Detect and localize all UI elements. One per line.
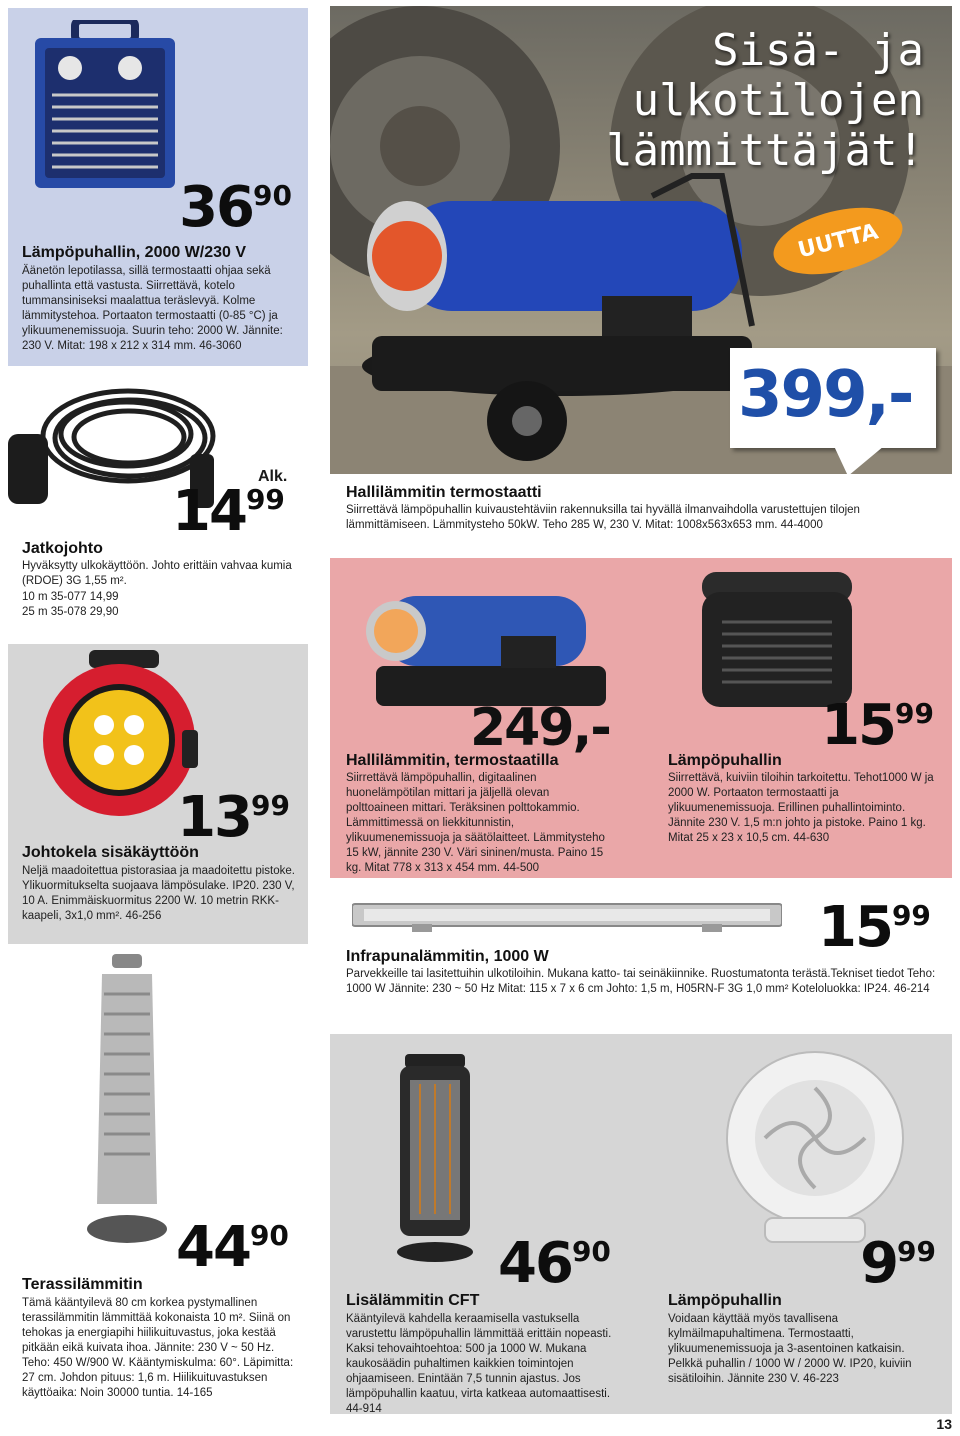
product-panel-cable-reel (8, 644, 308, 944)
patio-heater-image (82, 954, 172, 1254)
price-fan-heater-black: 1599 (821, 693, 934, 758)
hall-heater-15kw-description: Siirrettävä lämpöpuhallin, digitaalinen huonelämpötilan mittari ja jäljellä olevan polttoaineen mittari. Teräksinen polttokammio. Lämmittimessä on liekkitunnistin, ylikuumenemissuoja ja säätölaitteet. Lämmitysteho 15 kW, jännite 230 V. Väri sininen/musta. Paino 15 kg. Mitat 778 x 313 x 454 mm. 44-500 (346, 772, 605, 874)
product-panel-bottom (330, 1034, 952, 1414)
patio-heater-description: Tämä kääntyilevä 80 cm korkea pystymallinen terassilämmitin lämmittää kokonaista 10 m². Siinä on tehokas ja energiapihi hiilikuituvastus, joka kestää pitkään eikä kuivata ihoa. Jännite: 230 V ~ 50 Hz. Teho: 450 W/900 W. Kääntymiskulma: 60°. Läpimitta: 27 cm. Johdon pituus: 1,6 m. Hiilikuituvastuksen käyttöaika: Noin 30000 tuntia. 14-165 (22, 1297, 294, 1399)
kerosene-heater-image (352, 166, 772, 466)
hall-heater-description: Siirrettävä lämpöpuhallin kuivaustehtäviin rakennuksilla tai hyvällä ilmanvaihdolla varustettujen tilojen lämmittämiseen. Lämmitysteho 50kW. Teho 285 W, 230 V. Mitat: 1008x563x653 mm. 44-4000 (346, 504, 860, 531)
price-ceramic-heater-cft: 4690 (498, 1231, 611, 1296)
extension-cord-description: Hyväksytty ulkokäyttöön. Johto erittäin vahvaa kumia (RDOE) 3G 1,55 m². (22, 560, 292, 587)
infrared-heater-description: Parvekkeille tai lasitettuihin ulkotiloihin. Mukana katto- tai seinäkiinnike. Ruostumatonta terästä.Tekniset tiedot Teho: 1000 W Jännite: 230 ~ 50 Hz Mitat: 115 x 7 x 6 cm Johto: 1,5 m, H05RN-F 3G 1,0 mm² Koteloluokka: IP24. 46-214 (346, 968, 936, 995)
product-title: Lämpöpuhallin, 2000 W/230 V (22, 244, 247, 261)
fan-heater-white-description: Voidaan käyttää myös tavallisena kylmäilmapuhaltimena. Termostaatti, ylikuumenemissuoja ja 3-asentoinen katkaisin. Pelkkä puhallin / 1000 W / 2000 W. IP20, kuiviin sisätiloihin. Jännite 230 V. 46-223 (668, 1313, 912, 1385)
cable-reel-title: Johtokela sisäkäyttöön (22, 844, 199, 861)
new-badge-label: UUTTA (795, 219, 881, 263)
price-heater-2000w: 3690 (179, 175, 292, 240)
infrared-heater-image (352, 898, 782, 932)
price-patio-heater: 4490 (176, 1215, 289, 1280)
hero-panel-hall-heater (330, 6, 952, 474)
price-prefix: Alk. (258, 468, 288, 485)
page-headline: Sisä- ja ulkotilojen lämmittäjät! (606, 25, 924, 176)
product-description: Äänetön lepotilassa, sillä termostaatti ohjaa sekä puhallinta että vastusta. Siirrettävä, kotelo tummansiniseksi maalattua teräslevyä. Kolme lämmitystehoa. Portaaton termostaatti (0-85 °C) ja ylikuumenemissuoja. Suurin teho: 2000 W. Jännite: 230 V. Mitat: 198 x 212 x 314 mm. 46-3060 (22, 265, 283, 352)
price-fan-heater-white: 999 (860, 1231, 936, 1296)
fan-heater-image (30, 20, 180, 195)
fan-heater-white-title: Lämpöpuhallin (668, 1292, 782, 1309)
fan-heater-black-description: Siirrettävä, kuiviin tiloihin tarkoitettu. Tehot1000 W ja 2000 W. Portaaton termostaatti ja ylikuumenemissuoja. Erillinen puhallintoiminto. Jännite 230 V. 1,5 m:n johto ja pistoke. Paino 1 kg. Mitat 25 x 23 x 10,5 cm. 44-630 (668, 772, 934, 844)
price-box-hall-heater (730, 348, 936, 448)
hall-heater-15kw-image (366, 576, 616, 716)
ceramic-heater-cft-description: Kääntyilevä kahdella keraamisella vastuksella varustettu lämpöpuhallin lämmittää erittäin nopeasti. Kaksi tehovaihtoehtoa: 500 ja 1000 W. Mukana kaukosäädin puhaltimen kaikkien toimintojen ohjaamiseen. Enintään 7,5 tunnin ajastus. Jos lämpöpuhallin kaatuu, virta katkeaa automaattisesti. 44-914 (346, 1313, 612, 1415)
price-hall-heater-15kw: 249,- (470, 698, 610, 758)
price-infrared-heater: 1599 (818, 895, 931, 960)
patio-heater-title: Terassilämmitin (22, 1276, 143, 1293)
product-panel-pink (330, 558, 952, 878)
page-number: 13 (936, 1416, 952, 1432)
extension-cord-title: Jatkojohto (22, 540, 103, 557)
product-panel-heater-2000w (8, 8, 308, 366)
fan-heater-black-title: Lämpöpuhallin (668, 752, 782, 769)
price-extension-cord: 1499 (172, 479, 285, 544)
infrared-heater-title: Infrapunalämmitin, 1000 W (346, 948, 549, 965)
hall-heater-title: Hallilämmitin termostaatti (346, 484, 542, 501)
extension-cord-variant-25m: 25 m 35-078 29,90 (22, 606, 119, 618)
ceramic-heater-cft-title: Lisälämmitin CFT (346, 1292, 480, 1309)
price-cable-reel: 1399 (177, 785, 290, 850)
ceramic-heater-cft-image (390, 1054, 480, 1264)
fan-heater-black-image (692, 572, 862, 712)
extension-cord-variant-10m: 10 m 35-077 14,99 (22, 591, 119, 603)
fan-heater-white-image (720, 1048, 910, 1248)
hall-heater-15kw-title: Hallilämmitin, termostaatilla (346, 752, 559, 769)
price-box-pointer (834, 446, 884, 476)
price-hall-heater: 399,- (738, 358, 913, 432)
cable-reel-description: Neljä maadoitettua pistorasiaa ja maadoitettu pistoke. Ylikuormitukselta suojaava lämpösulake. IP20. 230 V, 10 A. Enimmäiskuormitus 2200 W. 10 metrin RKK-kaapeli, 3x1,0 mm². 46-256 (22, 865, 295, 922)
